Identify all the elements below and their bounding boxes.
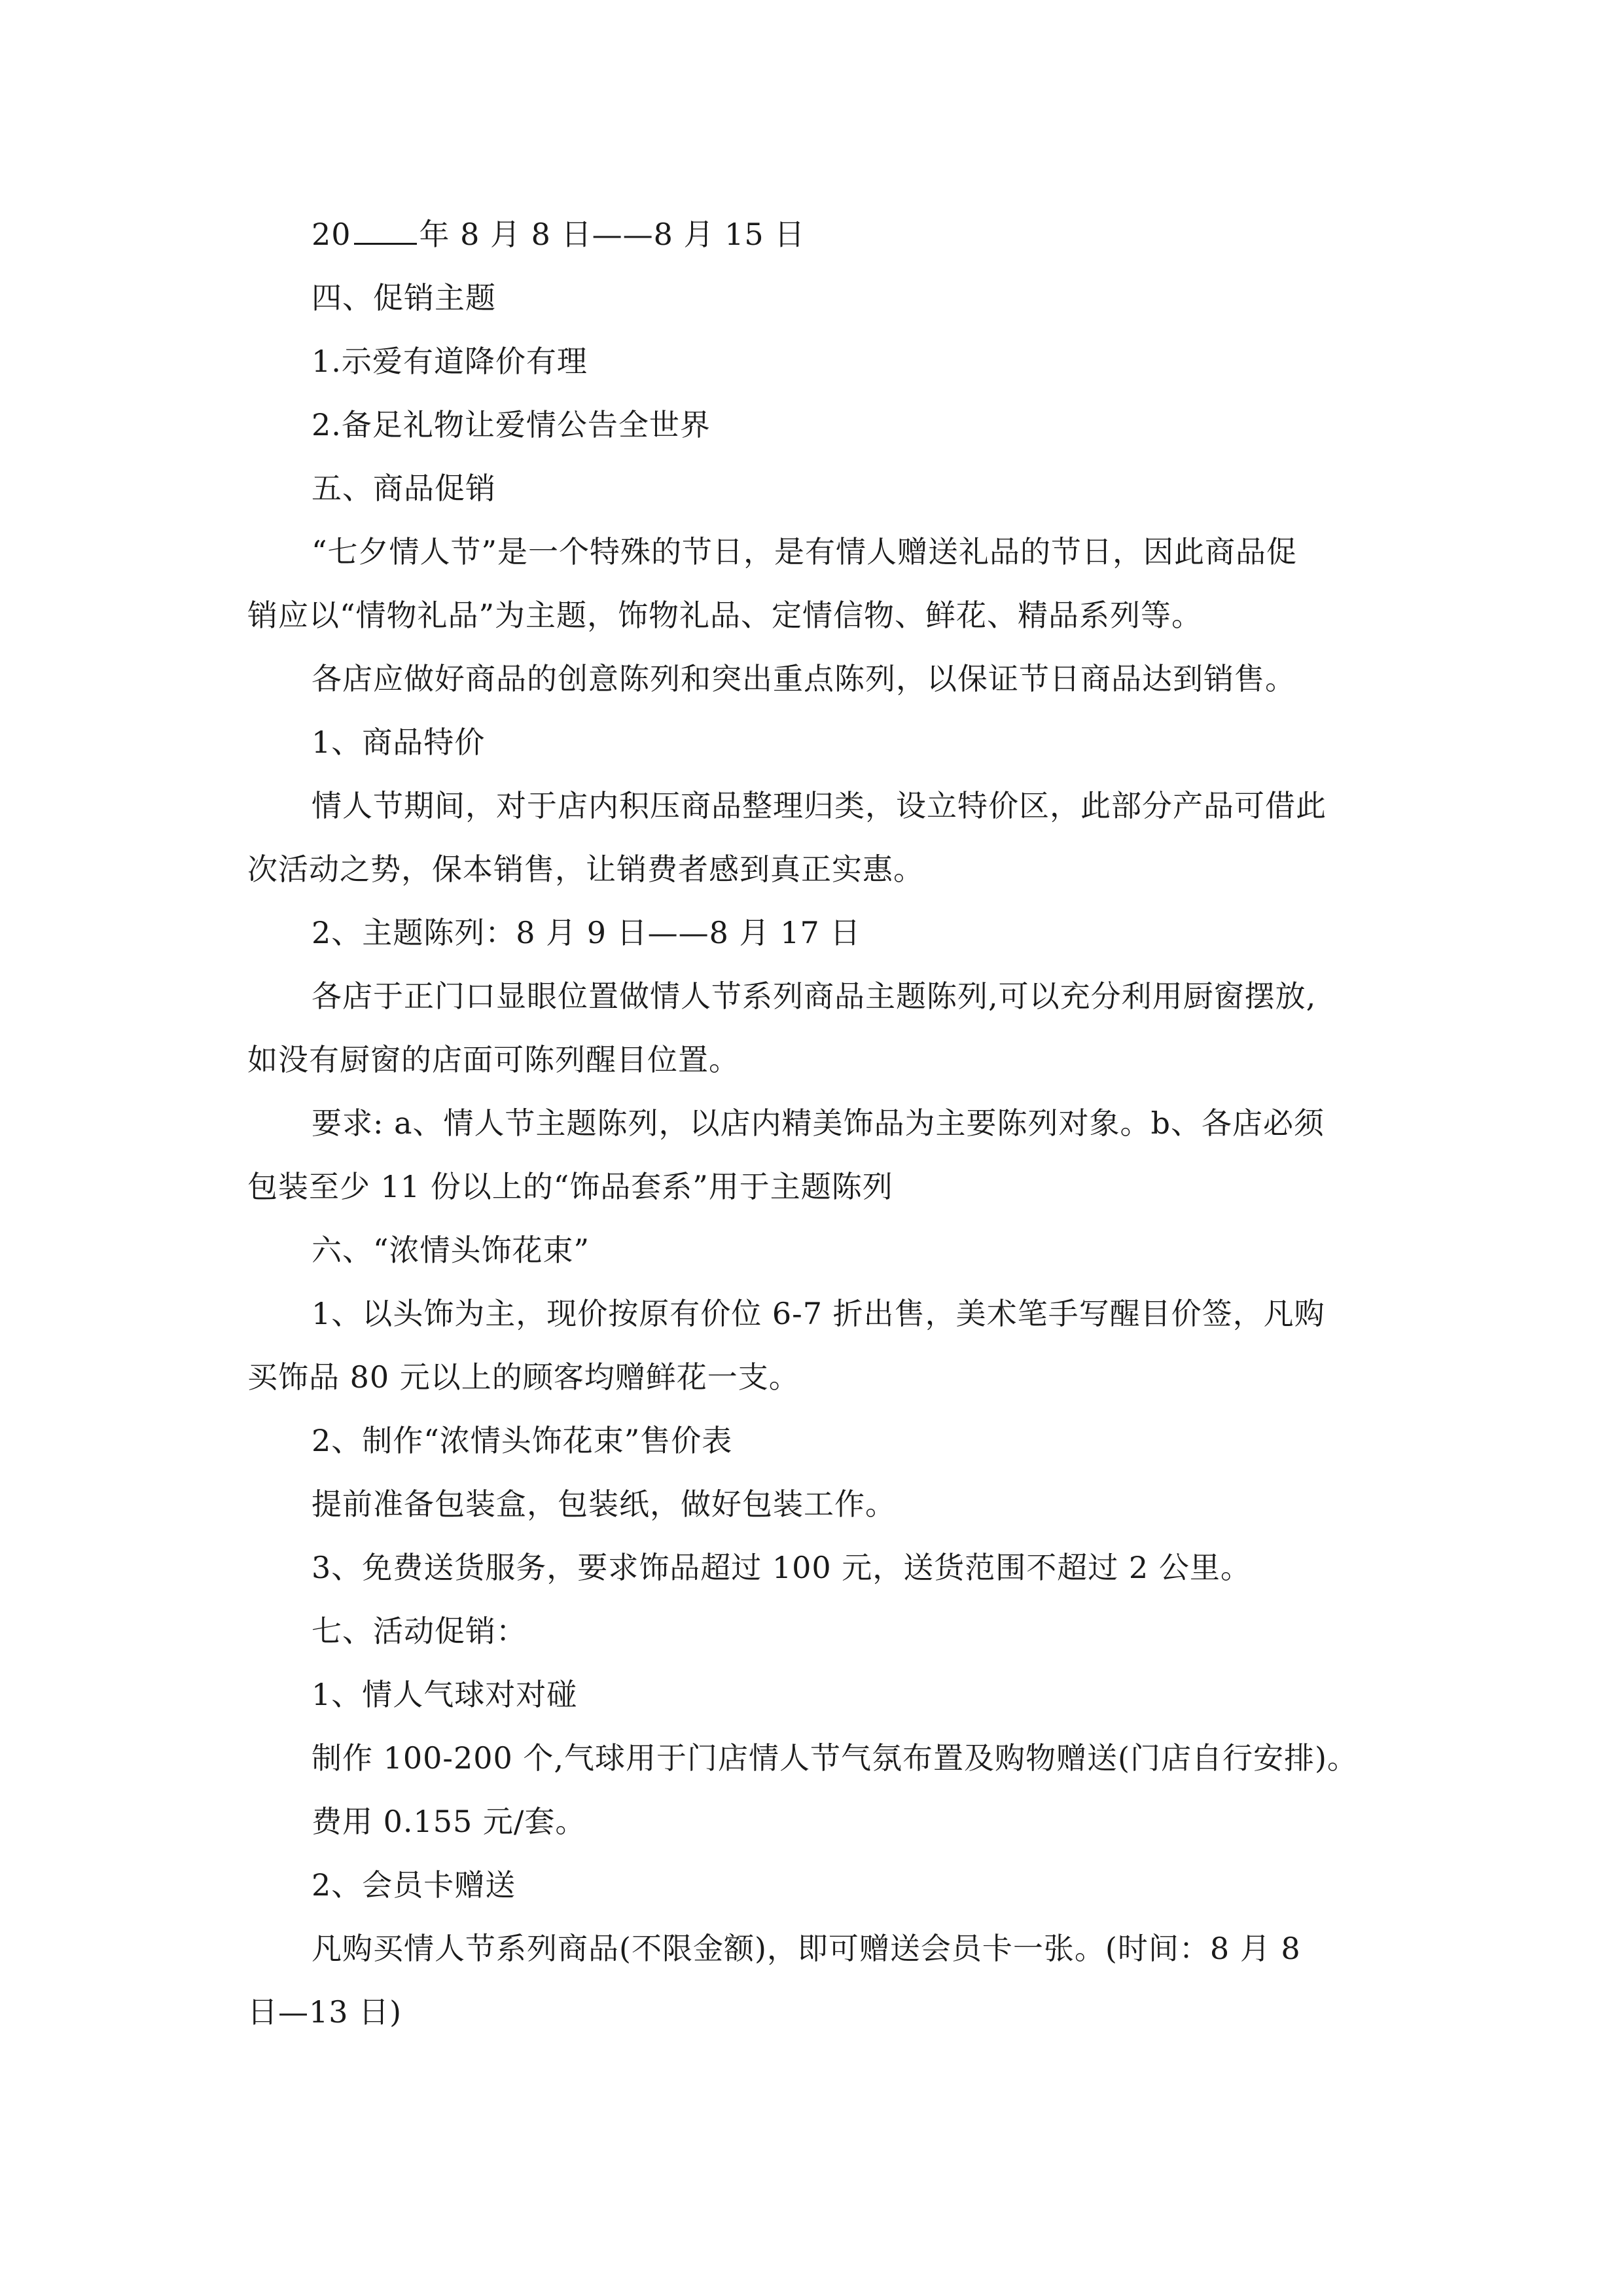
paragraph-rest-line: 买饰品 80 元以上的顾客均赠鲜花一支。 <box>247 1359 800 1395</box>
paragraph-qixi-intro <box>247 520 1386 647</box>
paragraph-first-line: 凡购买情人节系列商品(不限金额)，即可赠送会员卡一张。(时间：8 月 8 <box>312 1931 1301 1966</box>
paragraph-first-line: 各店于正门口显眼位置做情人节系列商品主题陈列,可以充分利用厨窗摆放, <box>312 978 1317 1014</box>
paragraph-first-line: “七夕情人节”是一个特殊的节日，是有情人赠送礼品的节日，因此商品促 <box>312 534 1298 569</box>
paragraph-requirements <box>247 1092 1386 1219</box>
paragraph-first-line: 1、以头饰为主，现价按原有价位 6-7 折出售，美术笔手写醒目价签，凡购 <box>312 1296 1325 1331</box>
paragraph-balloon: 制作 100-200 个,气球用于门店情人节气氛布置及购物赠送(门店自行安排)。 <box>312 1740 1358 1776</box>
paragraph-balloon-cost: 费用 0.155 元/套。 <box>312 1804 586 1839</box>
paragraph-rest-line: 次活动之势，保本销售，让销费者感到真正实惠。 <box>247 852 924 887</box>
paragraph-member-card <box>247 1917 1386 2044</box>
subheading-special-price: 1、商品特价 <box>312 725 486 760</box>
item-packaging: 提前准备包装盒，包装纸，做好包装工作。 <box>312 1486 896 1522</box>
paragraph-first-line: 要求: a、情人节主题陈列，以店内精美饰品为主要陈列对象。b、各店必须 <box>312 1105 1325 1141</box>
paragraph-rest-line: 如没有厨窗的店面可陈列醒目位置。 <box>247 1042 740 1077</box>
year-blank <box>354 217 417 245</box>
item-free-delivery: 3、免费送货服务，要求饰品超过 100 元，送货范围不超过 2 公里。 <box>312 1550 1251 1585</box>
heading-product-promotion: 五、商品促销 <box>312 471 496 506</box>
paragraph-rest-line: 日—13 日) <box>247 1994 402 2030</box>
paragraph-special-price <box>247 774 1386 901</box>
paragraph-rest-line: 包装至少 11 份以上的“饰品套系”用于主题陈列 <box>247 1169 893 1204</box>
theme-item-2: 2.备足礼物让爱情公告全世界 <box>312 407 711 442</box>
item-price-list: 2、制作“浓情头饰花束”售价表 <box>312 1423 733 1458</box>
subheading-theme-display: 2、主题陈列：8 月 9 日——8 月 17 日 <box>312 915 861 950</box>
date-range-line <box>247 203 1386 266</box>
heading-headwear-bouquet: 六、“浓情头饰花束” <box>312 1232 590 1268</box>
paragraph-theme-display <box>247 965 1386 1092</box>
date-year-prefix: 20 <box>312 217 351 252</box>
paragraph-display-requirement: 各店应做好商品的创意陈列和突出重点陈列，以保证节日商品达到销售。 <box>312 661 1296 696</box>
paragraph-rest-line: 销应以“情物礼品”为主题，饰物礼品、定情信物、鲜花、精品系列等。 <box>247 598 1203 633</box>
paragraph-first-line: 情人节期间，对于店内积压商品整理归类，设立特价区，此部分产品可借此 <box>312 788 1327 823</box>
subheading-member-card: 2、会员卡赠送 <box>312 1867 516 1903</box>
subheading-balloon: 1、情人气球对对碰 <box>312 1677 578 1712</box>
document-body <box>247 203 1386 2044</box>
paragraph-headwear-sale <box>247 1282 1386 1409</box>
heading-activity-promotion: 七、活动促销： <box>312 1613 527 1649</box>
theme-item-1: 1.示爱有道降价有理 <box>312 344 588 379</box>
date-range-text: 年 8 月 8 日——8 月 15 日 <box>419 217 806 252</box>
heading-promotion-theme: 四、促销主题 <box>312 280 496 315</box>
